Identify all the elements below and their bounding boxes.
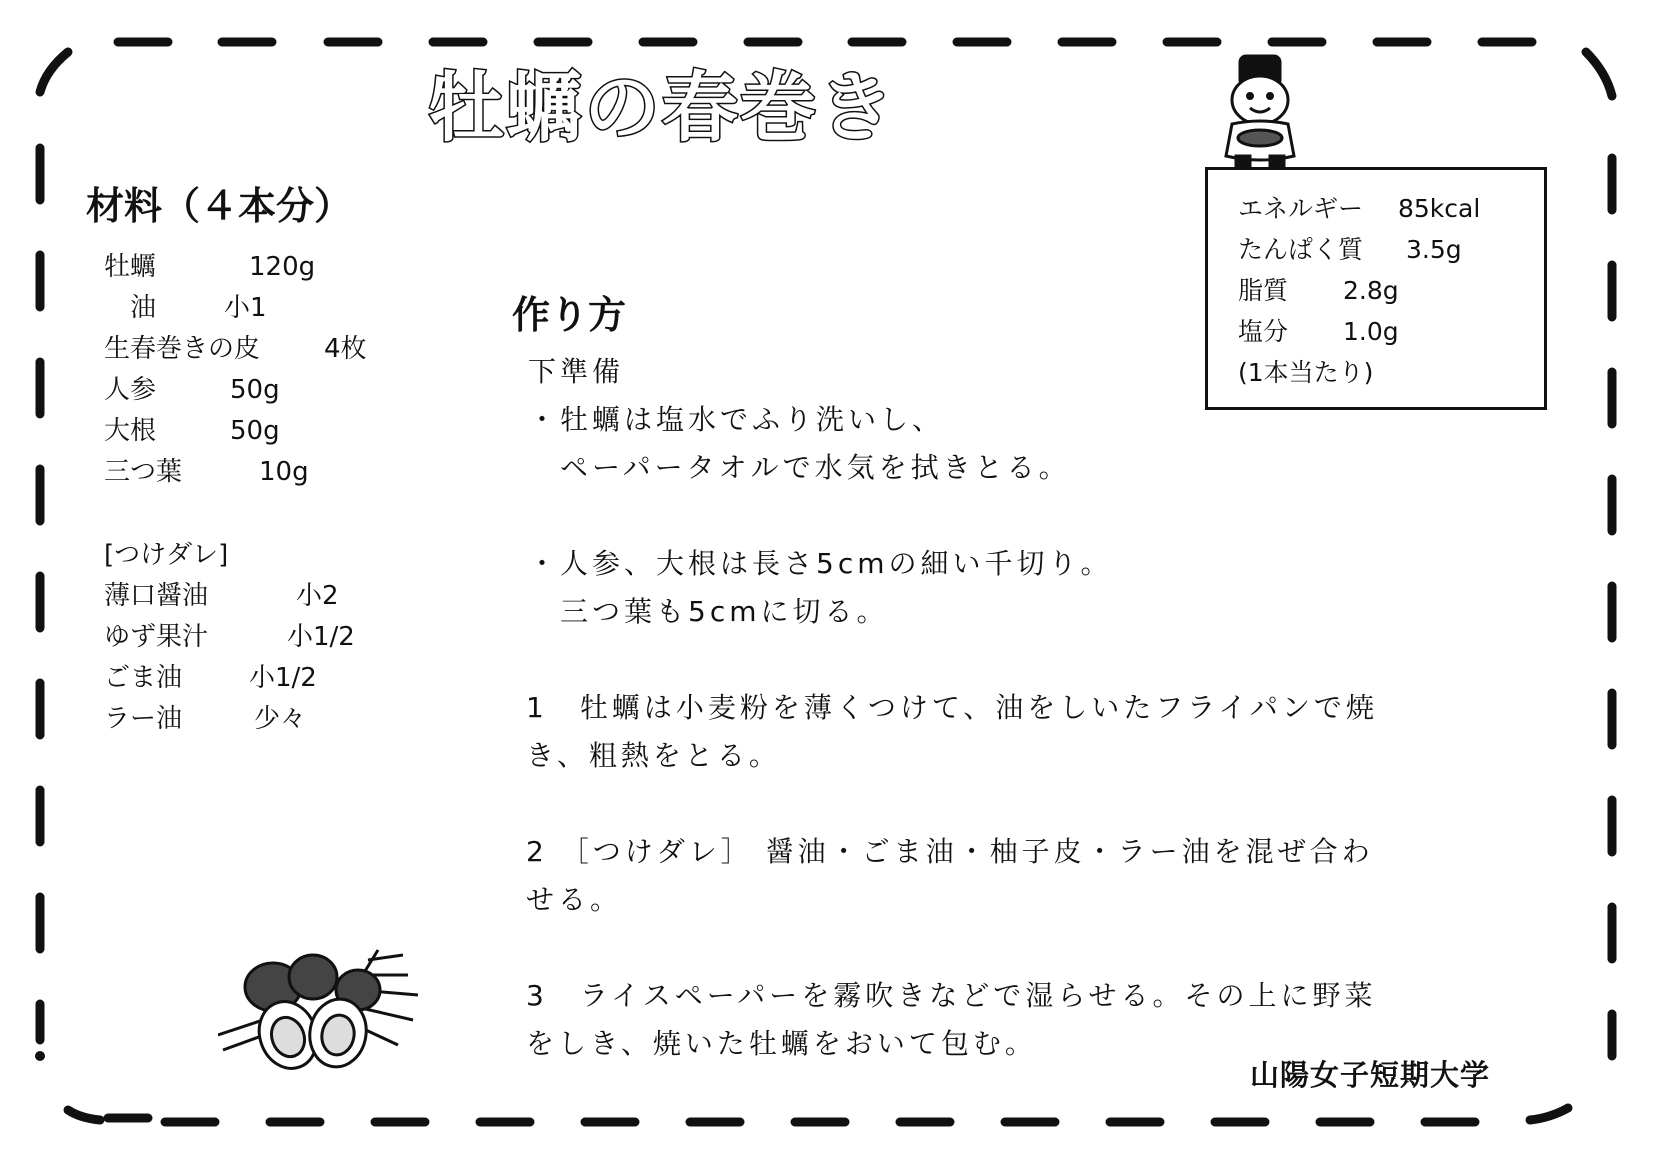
prep-step-1-cont: ペーパータオルで水気を拭きとる。 (528, 451, 1071, 484)
spacer (528, 780, 1378, 828)
list-item (104, 247, 367, 288)
nutrition-row (1238, 311, 1544, 352)
step-1: 1 牡蠣は小麦粉を薄くつけて、油をしいたフライパンで焼 (526, 691, 1378, 724)
ingredient-name: 油 (104, 293, 157, 323)
spacer (528, 636, 1378, 684)
nutrition-label: 脂質 (1238, 276, 1289, 305)
step-1-cont: き、粗熱をとる。 (526, 739, 781, 772)
list-item (104, 452, 367, 493)
ingredient-amount: 小1 (224, 293, 267, 323)
list-item (104, 699, 355, 740)
nutrition-value: 3.5g (1406, 235, 1462, 264)
prep-step-2: ・人参、大根は長さ5cmの細い千切り。 (528, 547, 1113, 580)
method-steps (528, 348, 1378, 1068)
prep-heading: 下準備 (528, 355, 625, 388)
ingredient-name: ラー油 (104, 704, 183, 734)
ingredients-list (104, 247, 367, 493)
list-item (104, 288, 367, 329)
sauce-heading: [つけダレ] (104, 540, 229, 570)
recipe-title: 牡蠣の春巻き (428, 63, 896, 152)
ingredient-amount: 4枚 (324, 334, 367, 364)
nutrition-value: 2.8g (1343, 276, 1399, 305)
chef-icon (1210, 52, 1310, 170)
step-3: 3 ライスペーパーを霧吹きなどで湿らせる。その上に野菜 (526, 979, 1377, 1012)
nutrition-value: 85kcal (1398, 194, 1481, 223)
ingredient-name: 人参 (104, 375, 157, 405)
list-item (104, 617, 355, 658)
spacer (528, 924, 1378, 972)
ingredient-amount: 120g (249, 252, 316, 282)
author-credit: 山陽女子短期大学 (1250, 1058, 1491, 1092)
step-2: 2 ［つけダレ］ 醤油・ごま油・柚子皮・ラー油を混ぜ合わ (526, 835, 1374, 868)
ingredient-name: 生春巻きの皮 (104, 334, 261, 364)
ingredient-amount: 50g (230, 375, 280, 405)
nutrition-label: 塩分 (1238, 317, 1289, 346)
ingredient-amount: 少々 (254, 704, 307, 734)
nutrition-label: たんぱく質 (1238, 235, 1364, 264)
oyster-icon (218, 945, 428, 1080)
ingredient-name: ゆず果汁 (104, 622, 209, 652)
nutrition-label: エネルギー (1238, 194, 1364, 223)
prep-step-1: ・牡蠣は塩水でふり洗いし、 (528, 403, 945, 436)
spacer (528, 492, 1378, 540)
nutrition-row (1238, 270, 1544, 311)
ingredient-amount: 10g (259, 457, 309, 487)
list-item (104, 658, 355, 699)
ingredient-amount: 小1/2 (287, 622, 355, 652)
step-2-cont: せる。 (526, 883, 623, 916)
ingredient-amount: 小2 (296, 581, 339, 611)
ingredient-name: 三つ葉 (104, 457, 183, 487)
ingredient-amount: 50g (230, 416, 280, 446)
list-item (104, 576, 355, 617)
method-heading: 作り方 (512, 293, 627, 337)
nutrition-note: (1本当たり) (1238, 358, 1374, 387)
step-3-cont: をしき、焼いた牡蠣をおいて包む。 (526, 1027, 1037, 1060)
list-item (104, 411, 367, 452)
list-item (104, 329, 367, 370)
ingredient-name: 大根 (104, 416, 157, 446)
nutrition-row (1238, 229, 1544, 270)
ingredients-heading: 材料（４本分） (86, 184, 353, 228)
nutrition-row (1238, 188, 1544, 229)
prep-step-2-cont: 三つ葉も5cmに切る。 (528, 595, 889, 628)
ingredient-name: ごま油 (104, 663, 183, 693)
ingredient-name: 薄口醤油 (104, 581, 209, 611)
nutrition-value: 1.0g (1343, 317, 1399, 346)
list-item (104, 370, 367, 411)
ingredient-name: 牡蠣 (104, 252, 157, 282)
sauce-list (104, 535, 355, 740)
ingredient-amount: 小1/2 (249, 663, 317, 693)
